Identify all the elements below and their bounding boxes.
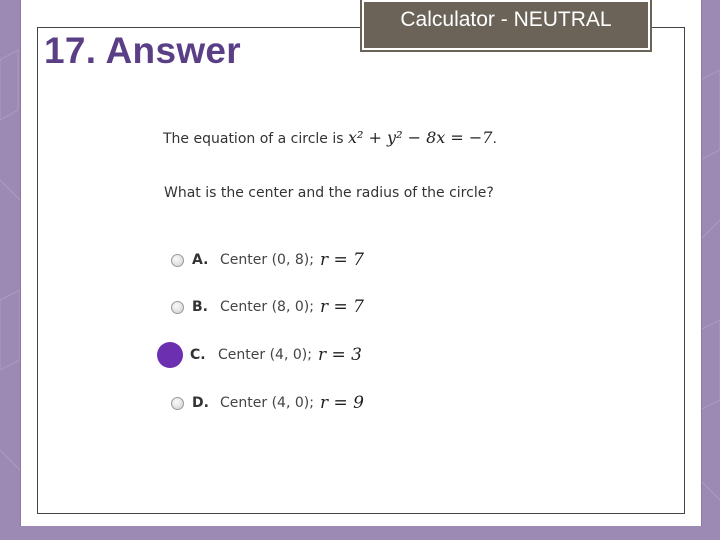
question-stem-prefix: The equation of a circle is [163,131,349,147]
choice-d[interactable] [171,391,364,415]
choice-c[interactable] [171,343,362,367]
choice-text: Center (4, 0); [218,347,312,363]
circle-equation: x² + y² − 8x = −7 [348,128,493,147]
choice-radius: r = 3 [317,345,362,365]
selected-answer-marker[interactable] [157,342,183,368]
question-prompt: What is the center and the radius of the circle? [164,185,494,201]
choice-radius: r = 7 [319,250,364,270]
radio-button-a[interactable] [171,254,184,267]
choice-radius: r = 9 [319,393,364,413]
question-stem [163,128,497,147]
choice-text: Center (0, 8); [220,252,314,268]
choice-letter: B. [192,299,208,315]
choice-text: Center (8, 0); [220,299,314,315]
choice-letter: C. [190,347,206,363]
choice-letter: A. [192,252,209,268]
choice-text: Center (4, 0); [220,395,314,411]
question-stem-suffix: . [492,131,497,147]
question-frame [37,27,685,514]
choice-b[interactable] [171,295,364,319]
calculator-badge: Calculator - NEUTRAL [362,0,650,50]
choice-radius: r = 7 [319,297,364,317]
slide-title: 17. Answer [44,30,241,71]
radio-button-d[interactable] [171,397,184,410]
choice-a[interactable] [171,248,364,272]
radio-button-b[interactable] [171,301,184,314]
choice-letter: D. [192,395,209,411]
